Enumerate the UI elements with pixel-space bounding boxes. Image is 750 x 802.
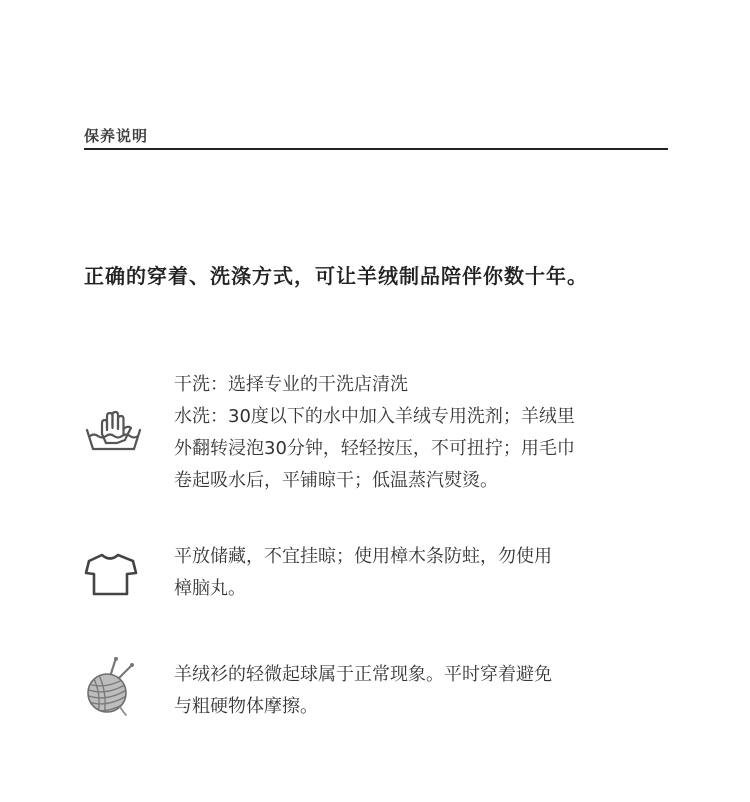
- care-line: 樟脑丸。: [174, 578, 246, 599]
- care-line: 干洗：选择专业的干洗店清洗: [174, 374, 408, 395]
- care-line: 与粗硬物体摩擦。: [174, 696, 318, 717]
- care-line: 外翻转浸泡30分钟，轻轻按压，不可扭拧；用毛巾: [174, 438, 575, 459]
- yarn-ball-icon: [84, 657, 144, 717]
- care-line: 羊绒衫的轻微起球属于正常现象。平时穿着避免: [174, 664, 552, 685]
- care-line: 卷起吸水后，平铺晾干；低温蒸汽熨烫。: [174, 470, 498, 491]
- tshirt-icon: [84, 549, 144, 609]
- section-header: [84, 120, 668, 150]
- care-line: 水洗：30度以下的水中加入羊绒专用洗剂；羊绒里: [174, 406, 575, 427]
- care-text-pilling: [174, 659, 644, 723]
- section-title: 保养说明: [84, 127, 149, 145]
- hand-wash-icon: [84, 403, 144, 463]
- intro-text: 正确的穿着、洗涤方式，可让羊绒制品陪伴你数十年。: [84, 264, 588, 288]
- care-line: 平放储藏，不宜挂晾；使用樟木条防蛀，勿使用: [174, 546, 552, 567]
- care-text-storage: [174, 541, 644, 605]
- care-text-washing: [174, 369, 644, 497]
